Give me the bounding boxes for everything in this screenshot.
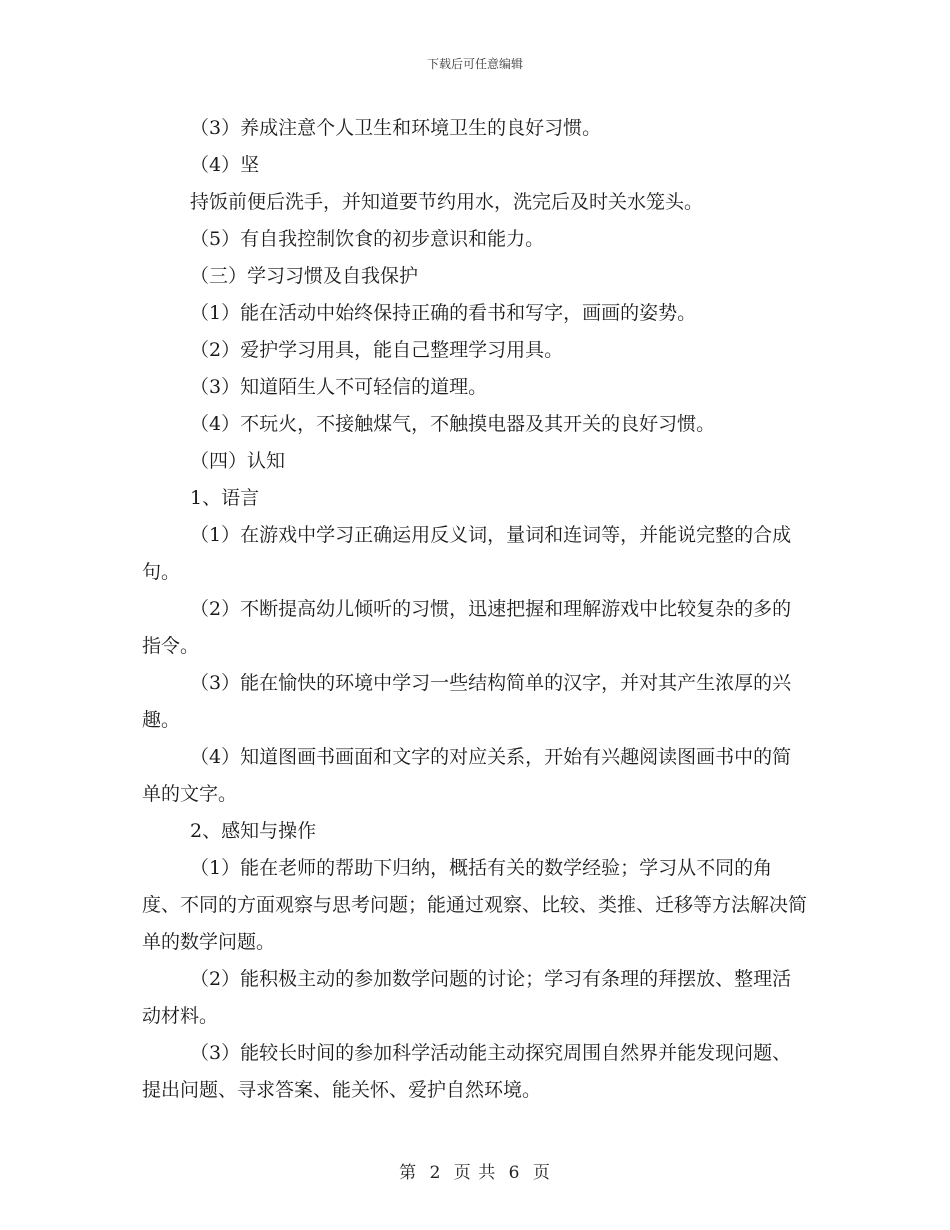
paragraph: （1）能在老师的帮助下归纳，概括有关的数学经验；学习从不同的角度、不同的方面观察与思考问题；能通过观察、比较、类推、迁移等方法解决简单的数学问题。	[142, 857, 808, 953]
paragraph: （3）能较长时间的参加科学活动能主动探究周围自然界并能发现问题、提出问题、寻求答案、能关怀、爱护自然环境。	[142, 1042, 792, 1101]
paragraph: （4）坚	[190, 154, 260, 176]
page-footer	[0, 1158, 950, 1183]
paragraph: （5）有自我控制饮食的初步意识和能力。	[190, 228, 545, 250]
document-body	[142, 110, 810, 1109]
paragraph: （2）不断提高幼儿倾听的习惯，迅速把握和理解游戏中比较复杂的多的指令。	[142, 598, 792, 657]
current-page-number: 2	[429, 1163, 442, 1183]
paragraph: （4）知道图画书画面和文字的对应关系，开始有兴趣阅读图画书中的简单的文字。	[142, 746, 792, 805]
footer-middle: 页 共	[453, 1163, 497, 1183]
paragraph: （1）能在活动中始终保持正确的看书和写字，画画的姿势。	[190, 302, 697, 324]
page-header: 下载后可任意编辑	[426, 57, 523, 71]
paragraph: （4）不玩火，不接触煤气，不触摸电器及其开关的良好习惯。	[190, 413, 716, 435]
paragraph: （3）养成注意个人卫生和环境卫生的良好习惯。	[190, 117, 602, 139]
paragraph: （2）爱护学习用具，能自己整理学习用具。	[190, 339, 564, 361]
subsection-heading: 2、感知与操作	[190, 820, 317, 842]
paragraph: 持饭前便后洗手，并知道要节约用水，洗完后及时关水笼头。	[190, 191, 704, 213]
paragraph: （1）在游戏中学习正确运用反义词，量词和连词等，并能说完整的合成句。	[142, 524, 792, 583]
paragraph: （3）能在愉快的环境中学习一些结构简单的汉字，并对其产生浓厚的兴趣。	[142, 672, 792, 731]
footer-suffix: 页	[532, 1163, 551, 1183]
paragraph: （2）能积极主动的参加数学问题的讨论；学习有条理的拜摆放、整理活动材料。	[142, 968, 792, 1027]
total-page-number: 6	[508, 1163, 521, 1183]
footer-prefix: 第	[399, 1163, 418, 1183]
section-heading: （三）学习习惯及自我保护	[190, 265, 419, 287]
section-heading: （四）认知	[190, 450, 286, 472]
paragraph: （3）知道陌生人不可轻信的道理。	[190, 376, 488, 398]
subsection-heading: 1、语言	[190, 487, 260, 509]
